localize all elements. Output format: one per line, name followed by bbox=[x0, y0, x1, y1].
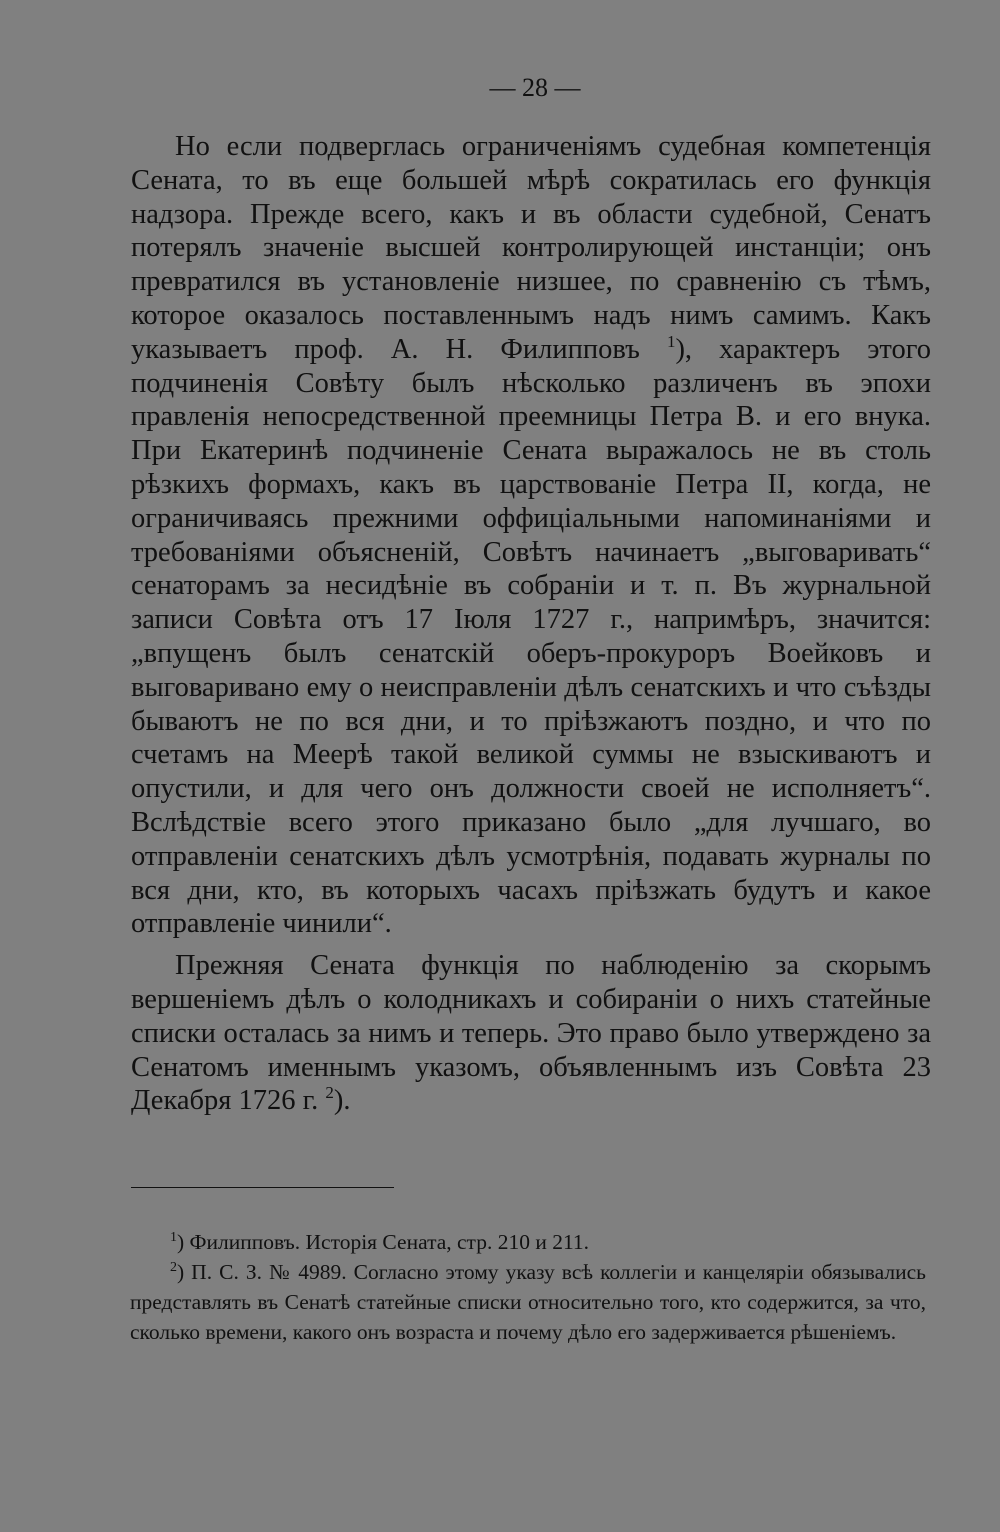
main-text bbox=[131, 130, 931, 1118]
footnotes bbox=[130, 1227, 926, 1347]
footnote-mark: 1 bbox=[170, 1230, 177, 1245]
paragraph-text: Но если подверглась ограниченіямъ судебная компетенція Сената, то въ еще большей мѣрѣ сократилась его функція надзора. Прежде всего, какъ и въ области судебной, Сенатъ потерялъ значеніе высшей контролирующей инстанціи; онъ превратился въ установленіе низшее, по сравненію съ тѣмъ, которое оказалось поставленнымъ надъ нимъ самимъ. Какъ указываетъ проф. А. Н. Филипповъ bbox=[131, 131, 931, 365]
footnote bbox=[130, 1257, 926, 1347]
paragraph bbox=[131, 949, 931, 1118]
footnote-mark: 2 bbox=[170, 1260, 177, 1275]
paragraph-text: ). bbox=[333, 1085, 351, 1117]
footnote bbox=[130, 1227, 926, 1257]
footnote-reference: 2 bbox=[325, 1083, 334, 1103]
paragraph bbox=[131, 130, 931, 941]
footnote-text: ) Филипповъ. Исторія Сената, стр. 210 и 211. bbox=[177, 1230, 590, 1254]
paragraph-text: ), характеръ этого подчиненія Совѣту былъ нѣсколько различенъ въ эпохи правленія непосредственной преемницы Петра В. и его внука. При Екатеринѣ подчиненіе Сената выражалось не въ столь рѣзкихъ формахъ, какъ въ царствованіе Петра II, когда, не ограничиваясь прежними оффиціальными напоминаніями и требованіями объясненій, Совѣтъ начинаетъ „выговаривать“ сенаторамъ за несидѣніе въ собраніи и т. п. Въ журнальной записи Совѣта отъ 17 Іюля 1727 г., напримѣръ, значится: „впущенъ былъ сенатскій оберъ-прокуроръ Воейковъ и выговаривано ему о неисправленіи дѣлъ сенатскихъ и что съѣзды бываютъ не по вся дни, и то пріѣзжаютъ поздно, и что по счетамъ на Меерѣ такой великой суммы не взыскиваютъ и опустили, и для чего онъ должности своей не исполняетъ“. Вслѣдствіе всего этого приказано было „для лучшаго, во отправленіи сенатскихъ дѣлъ усмотрѣнія, подавать журналы по вся дни, кто, въ которыхъ часахъ пріѣзжать будутъ и какое отправленіе чинили“. bbox=[131, 333, 931, 940]
page-number: — 28 — bbox=[489, 73, 581, 102]
footnote-text: ) П. С. З. № 4989. Согласно этому указу всѣ коллегіи и канцеляріи обязывались представлять въ Сенатѣ статейные списки относительно того, кто содержится, за что, сколько времени, какого онъ возраста и почему дѣло его задерживается рѣшеніемъ. bbox=[130, 1260, 926, 1344]
footnote-divider bbox=[131, 1187, 394, 1188]
paragraph-text: Прежняя Сената функція по наблюденію за скорымъ вершеніемъ дѣлъ о колодникахъ и собираніи о нихъ статейные списки осталась за нимъ и теперь. Это право было утверждено за Сенатомъ именнымъ указомъ, объявленнымъ изъ Совѣта 23 Декабря 1726 г. bbox=[131, 950, 931, 1117]
footnote-reference: 1 bbox=[666, 331, 676, 351]
